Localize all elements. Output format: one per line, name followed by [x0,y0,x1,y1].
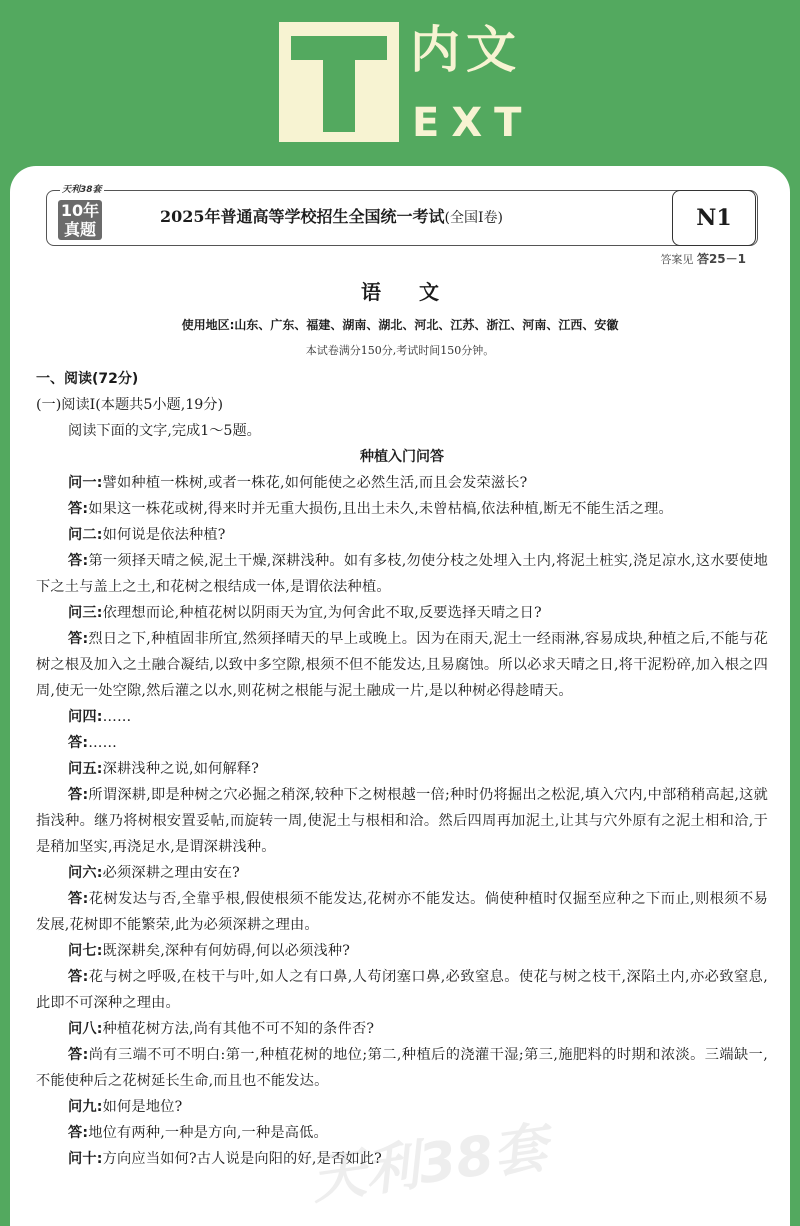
t-logo-icon [279,22,399,142]
qa-label: 答: [68,501,89,517]
qa-text: 方向应当如何?古人说是向阳的好,是否如此? [102,1151,382,1167]
usage-regions: 使用地区:山东、广东、福建、湖南、湖北、河北、江苏、浙江、河南、江西、安徽 [181,318,619,332]
qa-label: 问六: [68,865,103,881]
qa-label: 答: [68,1047,89,1063]
logo-line-1: 10年 [60,201,100,220]
qa-label: 问八: [68,1021,103,1037]
qa-text: 如果这一株花或树,得来时并无重大损伤,且出土未久,未曾枯槁,依法种植,断无不能生活之理。 [88,501,673,517]
qa-text: …… [88,735,118,751]
subject-title: 语文 [361,280,477,304]
exam-body [36,366,768,1172]
qa-paragraph [36,1094,768,1120]
exam-title-main: 2025年普通高等学校招生全国统一考试 [160,207,445,226]
qa-paragraph [36,704,768,730]
qa-label: 答: [68,969,89,985]
qa-paragraph [36,782,768,860]
qa-paragraph [36,1120,768,1146]
qa-label: 问一: [68,475,103,491]
banner-en-label: EXT [412,100,534,146]
qa-paragraph [36,548,768,600]
section-heading: 一、阅读(72分) [36,371,139,387]
answer-reference [660,250,746,267]
qa-paragraph [36,938,768,964]
brand-logo-text: 天利38套 [60,182,104,195]
qa-label: 问三: [68,605,103,621]
reading-instruction: 阅读下面的文字,完成1～5题。 [68,423,261,439]
qa-label: 问五: [68,761,103,777]
qa-text: 如何说是依法种植? [102,527,226,543]
qa-paragraph [36,522,768,548]
ten-year-logo [58,200,102,240]
qa-text: 必须深耕之理由安在? [102,865,240,881]
qa-text: 所谓深耕,即是种树之穴必掘之稍深,较种下之树根越一倍;种时仍将掘出之松泥,填入穴内,中部稍稍高起,这就指浅种。继乃将树根安置妥帖,而旋转一周,使泥土与根相和洽。然后四周再加泥土,让其与穴外原有之泥土相和洽,于是稍加坚实,再浇足水,是谓深耕浅种。 [36,787,768,855]
logo-line-2: 真题 [63,220,96,239]
qa-paragraph [36,600,768,626]
header-banner [0,0,800,180]
qa-text: 既深耕矣,深种有何妨碍,何以必须浅种? [102,943,351,959]
qa-paragraph [36,886,768,938]
qa-text: 种植花树方法,尚有其他不可不知的条件否? [102,1021,375,1037]
qa-text: 花与树之呼吸,在枝干与叶,如人之有口鼻,人苟闭塞口鼻,必致窒息。使花与树之枝干,深陷土内,亦必致窒息,此即不可深种之理由。 [36,969,768,1011]
article-title: 种植入门问答 [360,449,444,465]
qa-label: 问九: [68,1099,103,1115]
qa-paragraph [36,860,768,886]
answer-ref-prefix: 答案见 [660,253,694,266]
qa-paragraph [36,1016,768,1042]
qa-text: 第一须择天晴之候,泥土干燥,深耕浅种。如有多枝,勿使分枝之处埋入土内,将泥土桩实,浇足凉水,这水要使地下之土与盖上之土,和花树之根结成一体,是谓依法种植。 [36,553,768,595]
exam-title [160,204,660,227]
qa-text: 地位有两种,一种是方向,一种是高低。 [88,1125,328,1141]
qa-label: 答: [68,631,89,647]
exam-note: 本试卷满分150分,考试时间150分钟。 [305,344,495,357]
paper-code-badge: N1 [672,190,756,246]
qa-text: 花树发达与否,全靠乎根,假使根须不能发达,花树亦不能发达。倘使种植时仅掘至应种之下而止,则根须不易发展,花树即不能繁荣,此为必须深耕之理由。 [36,891,768,933]
qa-paragraph [36,496,768,522]
qa-label: 答: [68,735,89,751]
qa-paragraph [36,964,768,1016]
exam-title-sub: (全国Ⅰ卷) [444,210,504,226]
qa-label: 答: [68,891,89,907]
qa-label: 问四: [68,709,103,725]
qa-label: 答: [68,553,89,569]
qa-label: 问二: [68,527,103,543]
qa-label: 问十: [68,1151,103,1167]
subsection-heading: (一)阅读Ⅰ(本题共5小题,19分) [36,397,224,413]
qa-text: 譬如种植一株树,或者一株花,如何能使之必然生活,而且会发荣滋长? [102,475,528,491]
qa-text: 如何是地位? [102,1099,183,1115]
qa-label: 问七: [68,943,103,959]
qa-text: …… [102,709,132,725]
qa-label: 答: [68,1125,89,1141]
qa-paragraph [36,470,768,496]
answer-ref-value: 答25－1 [696,252,746,266]
qa-text: 依理想而论,种植花树以阴雨天为宜,为何舍此不取,反要选择天晴之日? [102,605,542,621]
brand-watermark: 天利38套 [307,1115,551,1212]
qa-text: 尚有三端不可不明白:第一,种植花树的地位;第二,种植后的浇灌干湿;第三,施肥料的时期和浓淡。三端缺一,不能使种后之花树延长生命,而且也不能发达。 [36,1047,768,1089]
qa-text: 深耕浅种之说,如何解释? [102,761,260,777]
qa-paragraph [36,1042,768,1094]
banner-cn-label: 内文 [410,21,522,79]
qa-paragraph [36,626,768,704]
qa-paragraph [36,1146,768,1172]
qa-text: 烈日之下,种植固非所宜,然须择晴天的早上或晚上。因为在雨天,泥土一经雨淋,容易成块,种植之后,不能与花树之根及加入之土融合凝结,以致中多空隙,根须不但不能发达,且易腐蚀。所以必求天晴之日,将干泥粉碎,加入根之四周,使无一处空隙,然后灌之以水,则花树之根能与泥土融成一片,是以种树必得趁晴天。 [36,631,768,699]
qa-label: 答: [68,787,89,803]
exam-paper [10,166,790,1226]
qa-paragraph [36,756,768,782]
qa-paragraph [36,730,768,756]
